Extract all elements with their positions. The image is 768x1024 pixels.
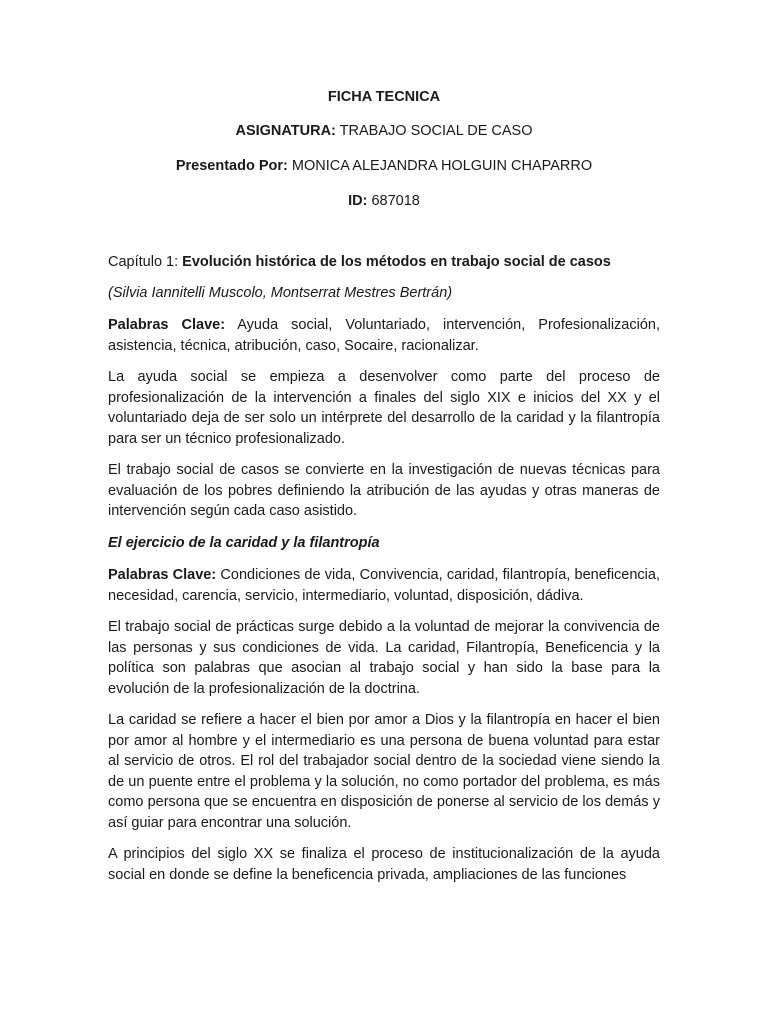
keywords-label-1: Palabras Clave: — [108, 317, 226, 333]
chapter-prefix: Capítulo 1: — [108, 254, 183, 270]
author-label: Presentado Por: — [175, 158, 288, 174]
subject-value: TRABAJO SOCIAL DE CASO — [339, 123, 533, 139]
body-paragraph: A principios del siglo XX se finaliza el proceso de institucionalización de la ayuda social en donde se define la beneficencia privada, ampliaciones de las funciones — [108, 846, 660, 883]
chapter-heading — [108, 252, 660, 273]
document-body — [108, 252, 660, 885]
id-label: ID: — [348, 193, 368, 209]
id-line — [108, 192, 660, 210]
id-value: 687018 — [371, 193, 420, 209]
author-line — [108, 157, 660, 175]
keywords-text-2: Condiciones de vida, Convivencia, caridad, filantropía, beneficencia, necesidad, carencia, servicio, intermediario, voluntad, disposición, dádiva. — [108, 567, 661, 604]
body-paragraph: El trabajo social de casos se convierte en la investigación de nuevas técnicas para evaluación de los pobres definiendo la atribución de las ayudas y otras maneras de intervención según cada caso asistido. — [108, 462, 660, 519]
keywords-paragraph-2 — [108, 565, 660, 606]
body-paragraph: El trabajo social de prácticas surge debido a la voluntad de mejorar la convivencia de las personas y sus condiciones de vida. La caridad, Filantropía, Beneficencia y la política son palabras que asocian al trabajo social y han sido la base para la evolución de la profesionalización de la doctrina. — [108, 619, 660, 697]
chapter-title: Evolución histórica de los métodos en trabajo social de casos — [182, 254, 611, 270]
subject-label: ASIGNATURA: — [235, 123, 336, 139]
body-paragraph: La ayuda social se empieza a desenvolver como parte del proceso de profesionalización de la intervención a finales del siglo XIX e inicios del XX y el voluntariado deja de ser solo un intérprete del desarrollo de la caridad y la filantropía para ser un técnico profesionalizado. — [108, 369, 660, 447]
keywords-text-1: Ayuda social, Voluntariado, intervención, Profesionalización, asistencia, técnica, atribución, caso, Socaire, racionalizar. — [108, 317, 660, 354]
keywords-paragraph-1 — [108, 315, 660, 356]
section-heading: El ejercicio de la caridad y la filantropía — [108, 534, 380, 551]
document-header — [108, 88, 660, 210]
author-value: MONICA ALEJANDRA HOLGUIN CHAPARRO — [291, 158, 593, 174]
subject-line — [108, 122, 660, 140]
chapter-authors: (Silvia Iannitelli Muscolo, Montserrat Mestres Bertrán) — [108, 284, 453, 301]
keywords-label-2: Palabras Clave: — [108, 567, 217, 583]
document-title: FICHA TECNICA — [327, 89, 441, 105]
body-paragraph: La caridad se refiere a hacer el bien por amor a Dios y la filantropía en hacer el bien por amor al hombre y el intermediario es una persona de buena voluntad para estar al servicio de otros. El rol del trabajador social dentro de la sociedad viene siendo la de un puente entre el problema y la solución, no como portador del problema, es más como persona que se encuentra en disposición de ponerse al servicio de los demás y así guiar para encontrar una solución. — [108, 712, 660, 831]
